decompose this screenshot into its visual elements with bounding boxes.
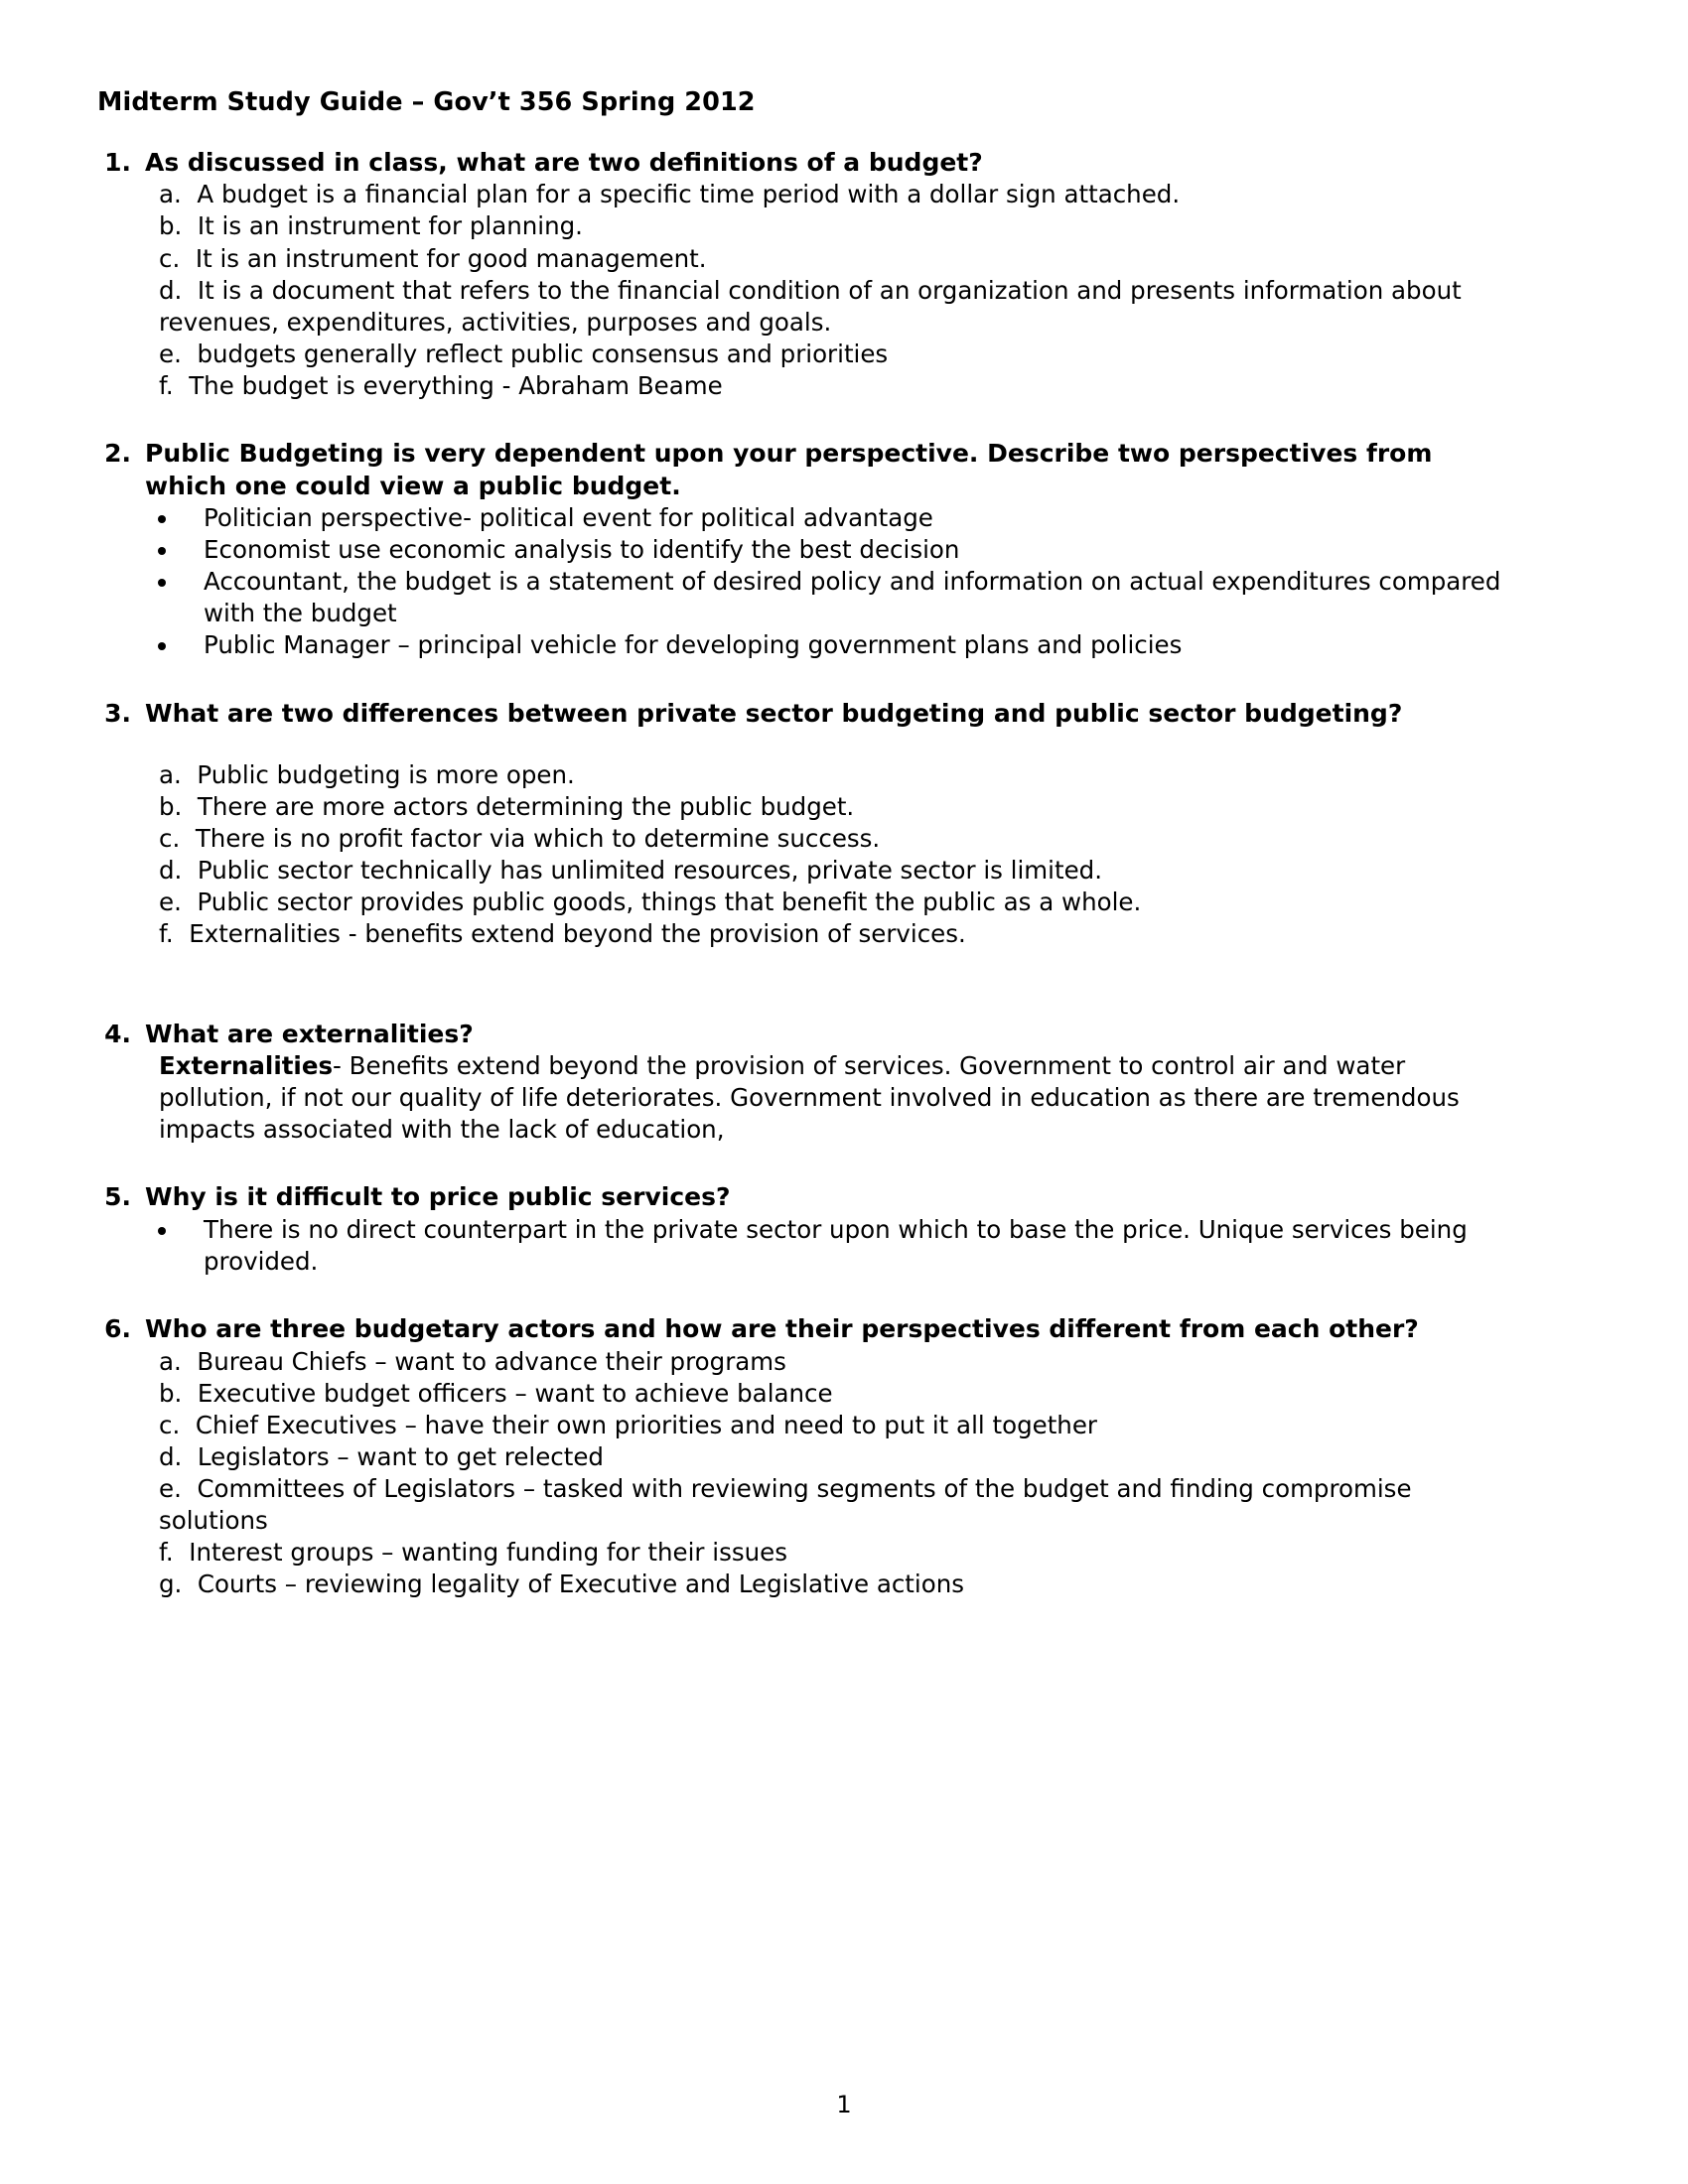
item-label: e.: [159, 1473, 182, 1503]
question-6: [97, 1313, 1539, 1600]
question-3-prompt: What are two differences between private sector budgeting and public sector budgeting?: [145, 698, 1403, 728]
item-label: g.: [159, 1570, 183, 1599]
question-6-prompt: Who are three budgetary actors and how are their perspectives different from each other?: [145, 1314, 1419, 1344]
item-text: It is an instrument for planning.: [197, 211, 583, 241]
item-label: c.: [159, 243, 181, 273]
item-text: budgets generally reflect public consensus and priorities: [197, 339, 889, 368]
question-2-number: 2.: [104, 439, 131, 469]
item-text: Public sector technically has unlimited resources, private sector is limited.: [197, 856, 1102, 886]
list-item: [159, 823, 1494, 855]
item-text: Public Manager – principal vehicle for developing government plans and policies: [204, 630, 1183, 660]
item-text: Public budgeting is more open.: [197, 760, 575, 789]
item-text: There is no profit factor via which to determine success.: [195, 824, 881, 854]
question-1-number: 1.: [104, 147, 131, 177]
item-text: A budget is a financial plan for a specific time period with a dollar sign attached.: [197, 180, 1181, 209]
bullet-icon: [158, 642, 166, 650]
item-label: a.: [159, 1346, 182, 1376]
bullet-icon: [158, 1227, 166, 1235]
item-text: Legislators – want to get relected: [197, 1441, 604, 1471]
list-item: [159, 887, 1494, 918]
item-text: Courts – reviewing legality of Executive and Legislative actions: [197, 1570, 965, 1599]
question-4-heading: [97, 1019, 1539, 1051]
question-2: [97, 438, 1539, 661]
item-label: b.: [159, 211, 183, 241]
bullet-icon: [158, 579, 166, 587]
list-item: [152, 1214, 1539, 1278]
item-label: c.: [159, 824, 181, 854]
item-label: e.: [159, 339, 182, 368]
list-item: [159, 370, 1494, 402]
list-item: [159, 1537, 1494, 1569]
question-5-number: 5.: [104, 1182, 131, 1212]
question-1-heading: [97, 147, 1539, 180]
list-item: [159, 1569, 1494, 1600]
answer-term: Externalities: [159, 1051, 334, 1081]
item-text: It is a document that refers to the financial condition of an organization and presents information about revenues, expenditures, activities, purposes and goals.: [159, 275, 1462, 337]
section-spacer: [97, 668, 1539, 698]
question-6-heading: [97, 1313, 1539, 1346]
list-item: [152, 566, 1539, 629]
list-item: [152, 534, 1539, 566]
list-item: [159, 918, 1494, 950]
item-label: f.: [159, 919, 174, 949]
item-text: Bureau Chiefs – want to advance their programs: [197, 1346, 786, 1376]
list-item: [159, 179, 1494, 210]
list-item: [159, 1473, 1494, 1537]
item-label: f.: [159, 370, 174, 400]
list-item: [159, 210, 1494, 242]
item-label: e.: [159, 887, 182, 917]
question-3-heading: [97, 698, 1539, 731]
question-4-answer: [97, 1050, 1494, 1146]
item-text: Public sector provides public goods, things that benefit the public as a whole.: [197, 887, 1142, 917]
list-item: [159, 1441, 1494, 1473]
section-spacer: [97, 957, 1539, 1019]
question-4-prompt: What are externalities?: [145, 1019, 474, 1048]
item-text: The budget is everything - Abraham Beame: [189, 370, 723, 400]
bullet-icon: [158, 515, 166, 523]
item-text: Executive budget officers – want to achieve balance: [197, 1378, 833, 1408]
list-item: [159, 1378, 1494, 1410]
item-text: Committees of Legislators – tasked with reviewing segments of the budget and finding compromise solutions: [159, 1473, 1412, 1535]
answer-paragraph: [159, 1050, 1494, 1146]
question-1-prompt: As discussed in class, what are two definitions of a budget?: [145, 147, 983, 177]
question-5-answers: [97, 1214, 1539, 1278]
section-spacer: [97, 1152, 1539, 1181]
item-label: a.: [159, 180, 182, 209]
question-3-answers: [97, 759, 1494, 951]
list-item: [159, 275, 1494, 339]
list-item: [159, 855, 1494, 887]
item-text: Externalities - benefits extend beyond the provision of services.: [189, 919, 966, 949]
question-3: [97, 698, 1539, 951]
question-1: [97, 147, 1539, 402]
item-text: It is an instrument for good management.: [195, 243, 707, 273]
list-item: [152, 629, 1539, 661]
item-text: Accountant, the budget is a statement of desired policy and information on actual expenditures compared with the budget: [204, 567, 1501, 628]
question-4: [97, 1019, 1539, 1147]
list-item: [159, 759, 1494, 791]
list-item: [159, 1410, 1494, 1441]
list-item: [159, 243, 1494, 275]
section-spacer: [97, 408, 1539, 438]
list-item: [159, 1346, 1494, 1378]
answer-text: - Benefits extend beyond the provision of services. Government to control air and water pollution, if not our quality of life deteriorates. Government involved in education as there are tremendous impacts associated with the lack of education,: [159, 1051, 1460, 1145]
item-label: d.: [159, 1441, 183, 1471]
item-text: There is no direct counterpart in the private sector upon which to base the price. Unique services being provided.: [204, 1214, 1468, 1276]
question-2-prompt: Public Budgeting is very dependent upon your perspective. Describe two perspectives from which one could view a public budget.: [145, 439, 1433, 500]
page-title: Midterm Study Guide – Gov’t 356 Spring 2012: [97, 87, 756, 117]
list-item: [152, 502, 1539, 534]
item-label: b.: [159, 792, 183, 822]
section-spacer: [97, 1284, 1539, 1313]
question-6-answers: [97, 1346, 1494, 1601]
question-3-number: 3.: [104, 698, 131, 728]
question-5-heading: [97, 1181, 1539, 1214]
question-5-prompt: Why is it difficult to price public services?: [145, 1182, 731, 1212]
question-2-heading: [97, 438, 1539, 502]
item-label: d.: [159, 275, 183, 305]
list-item: [159, 791, 1494, 823]
question-5: [97, 1181, 1539, 1278]
question-4-number: 4.: [104, 1019, 131, 1048]
bullet-icon: [158, 547, 166, 555]
item-label: b.: [159, 1378, 183, 1408]
inner-spacer: [97, 730, 1539, 759]
item-text: Chief Executives – have their own priorities and need to put it all together: [195, 1410, 1097, 1439]
question-6-number: 6.: [104, 1314, 131, 1344]
item-text: Interest groups – wanting funding for their issues: [189, 1538, 787, 1568]
list-item: [159, 339, 1494, 370]
page-number: 1: [836, 2091, 852, 2118]
item-text: Politician perspective- political event for political advantage: [204, 503, 933, 533]
item-label: d.: [159, 856, 183, 886]
item-label: a.: [159, 760, 182, 789]
question-1-answers: [97, 179, 1494, 402]
item-text: Economist use economic analysis to identify the best decision: [204, 535, 960, 565]
item-label: c.: [159, 1410, 181, 1439]
question-2-answers: [97, 502, 1539, 661]
item-label: f.: [159, 1538, 174, 1568]
item-text: There are more actors determining the public budget.: [197, 792, 855, 822]
